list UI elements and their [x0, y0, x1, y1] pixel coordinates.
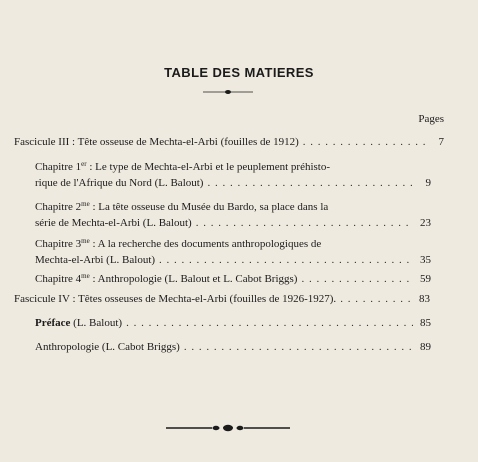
- toc-entry-fascicule-3[interactable]: [14, 134, 444, 150]
- dot-leader: [340, 291, 412, 307]
- entry-title: Préface (L. Balout): [35, 317, 123, 329]
- title-ornament: [203, 88, 253, 96]
- bottom-ornament: [166, 423, 290, 433]
- dot-leader: [303, 134, 426, 150]
- toc-entry-chapitre-2[interactable]: [35, 196, 431, 231]
- entry-title-line-2: série de Mechta-el-Arbi (L. Balout): [35, 217, 192, 229]
- toc-entry-chapitre-3[interactable]: [35, 233, 431, 268]
- entry-page-number: 59: [420, 273, 431, 285]
- entry-page-number: 89: [420, 341, 431, 353]
- page-title: TABLE DES MATIERES: [164, 65, 314, 80]
- toc-entry-anthropologie[interactable]: [35, 339, 431, 355]
- entry-title: Anthropologie (L. Cabot Briggs): [35, 341, 180, 353]
- entry-page-number: 35: [420, 254, 431, 266]
- entry-title-line-2: Mechta-el-Arbi (L. Balout): [35, 254, 156, 266]
- entry-page-number: 7: [438, 136, 444, 148]
- toc-entry-fascicule-4[interactable]: [14, 291, 430, 307]
- dot-leader: [196, 215, 413, 231]
- pages-column-header: Pages: [418, 113, 444, 125]
- dot-leader: [301, 271, 413, 287]
- entry-page-number: 85: [420, 317, 431, 329]
- toc-entry-chapitre-4[interactable]: [35, 268, 431, 287]
- toc-entry-chapitre-1[interactable]: [35, 156, 431, 191]
- entry-page-number: 83: [419, 293, 430, 305]
- entry-title: Chapitre $4^{me}$ : Anthropologie (L. Balout et L. Cabot Briggs): [35, 272, 298, 285]
- dot-leader: [184, 339, 413, 355]
- dot-leader: [126, 315, 413, 331]
- entry-page-number: 9: [425, 177, 431, 189]
- dot-leader: [159, 252, 413, 268]
- entry-title-line-1: Chapitre 1er : Le type de Mechta-el-Arbi et le peuplement préhisto-: [35, 160, 331, 173]
- dot-leader: [207, 175, 413, 191]
- entry-title-line-1: Chapitre $2^{me}$ : La tête osseuse du Musée du Bardo, sa place dans la: [35, 200, 329, 213]
- toc-entry-preface[interactable]: [35, 315, 431, 331]
- entry-title: Fascicule III : Tête osseuse de Mechta-el-Arbi (fouilles de 1912): [14, 136, 299, 148]
- entry-title: Fascicule IV : Têtes osseuses de Mechta-el-Arbi (fouilles de 1926-1927).: [14, 293, 337, 305]
- entry-page-number: 23: [420, 217, 431, 229]
- entry-title-line-1: Chapitre $3^{me}$ : A la recherche des documents anthropologiques de: [35, 237, 322, 250]
- entry-title-line-2: rique de l'Afrique du Nord (L. Balout): [35, 177, 204, 189]
